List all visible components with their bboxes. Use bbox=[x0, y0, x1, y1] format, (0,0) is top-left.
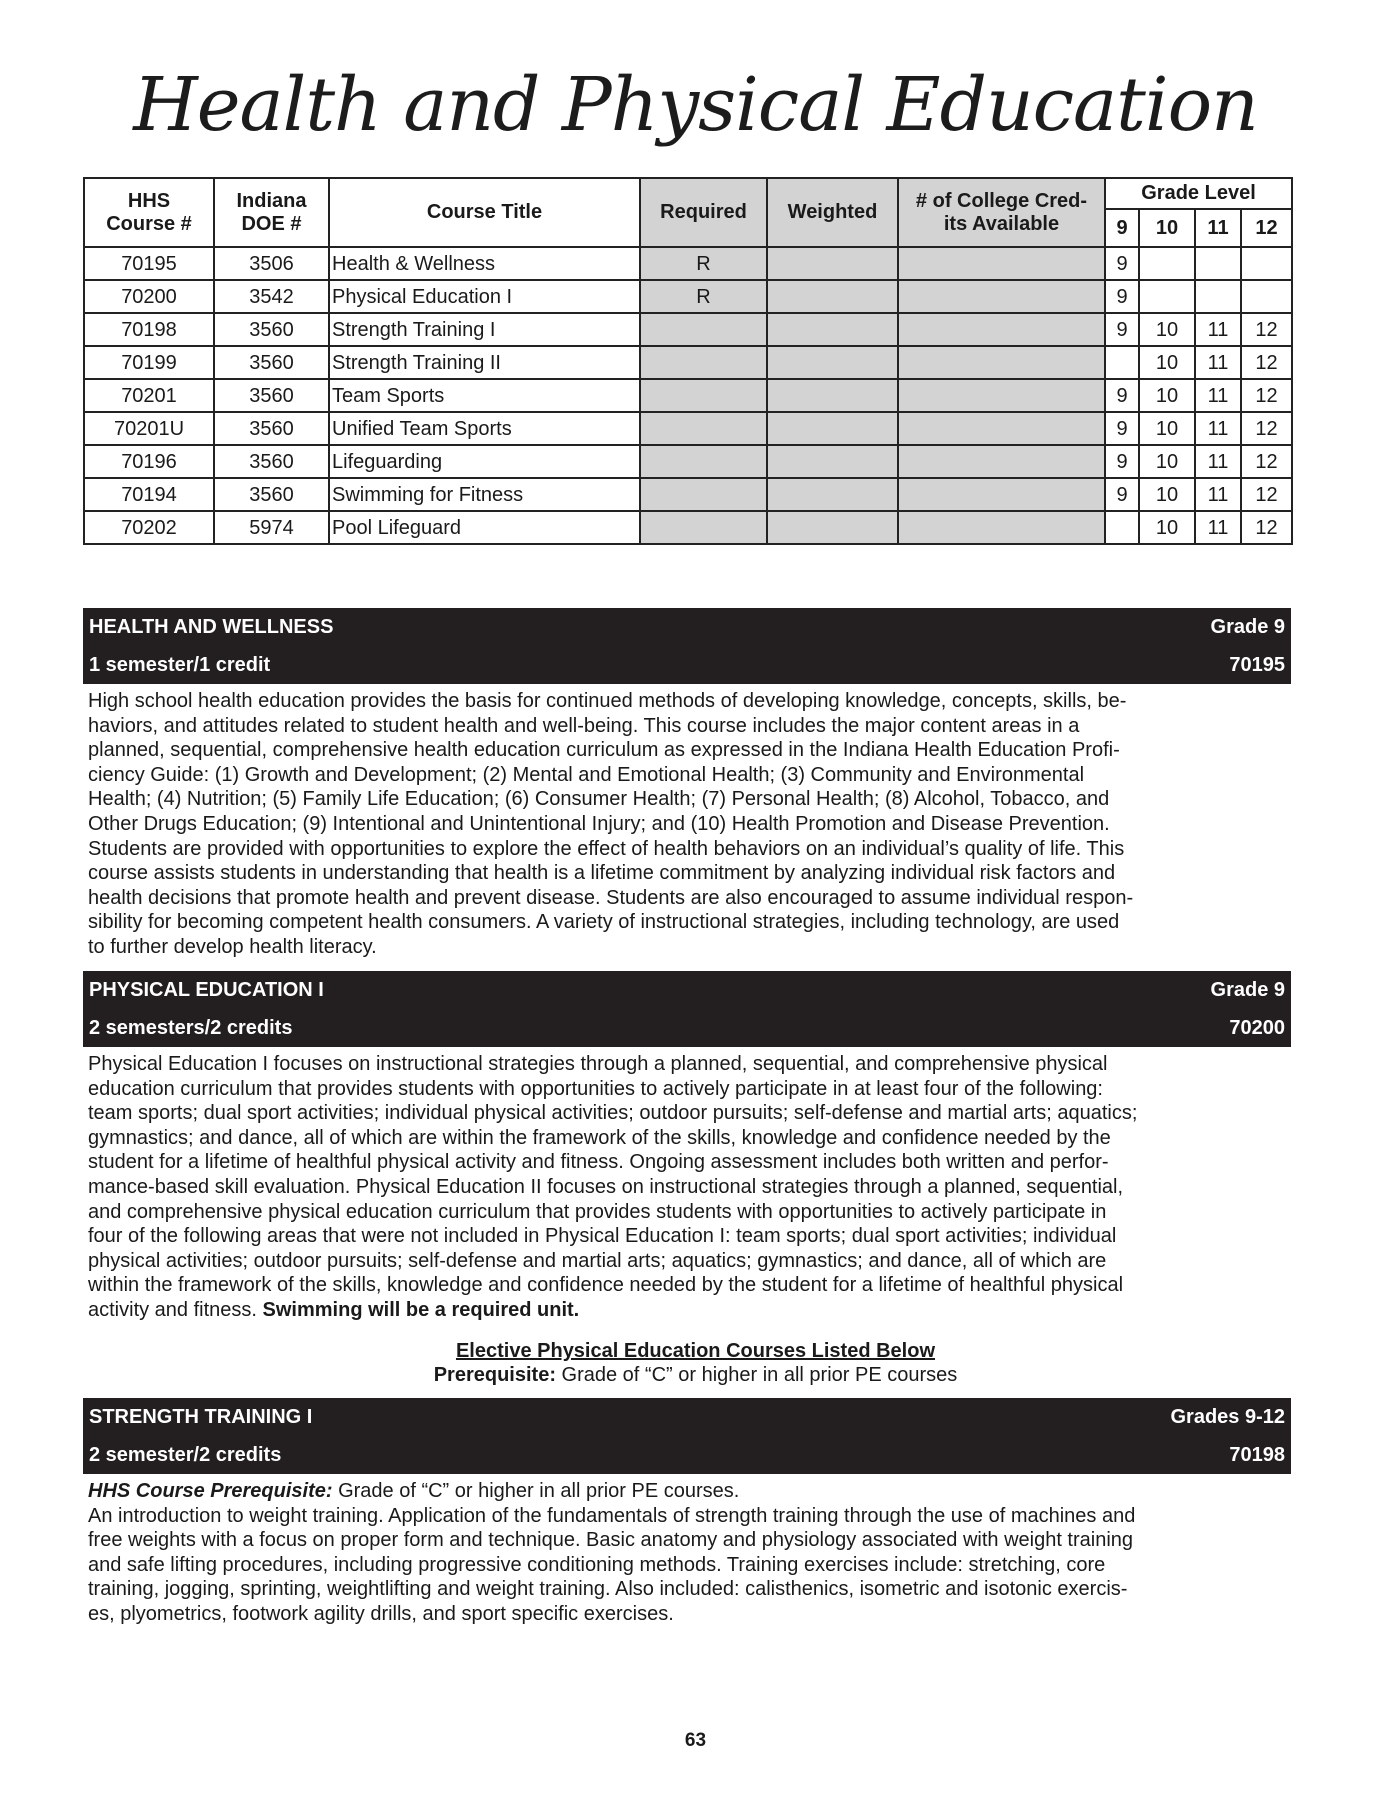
swimming-required-note: Swimming will be a required unit. bbox=[262, 1298, 580, 1321]
description-line: education curriculum that provides students with opportunities to actively participate in at least four of the following: bbox=[88, 1077, 1103, 1100]
college-credits-cell bbox=[898, 412, 1105, 445]
weighted-cell bbox=[767, 412, 898, 445]
course-code: 70195 bbox=[1229, 653, 1285, 676]
course-table bbox=[83, 177, 1293, 545]
description-line: Other Drugs Education; (9) Intentional and Unintentional Injury; and (10) Health Promotion and Disease Prevention. bbox=[88, 812, 1110, 835]
header-course-title: Course Title bbox=[329, 178, 640, 247]
description-line: An introduction to weight training. Application of the fundamentals of strength training through the use of machines and bbox=[88, 1504, 1136, 1527]
header-grade-9: 9 bbox=[1105, 209, 1139, 247]
header-grade-11: 11 bbox=[1195, 209, 1241, 247]
weighted-cell bbox=[767, 379, 898, 412]
grade-cell: 12 bbox=[1241, 346, 1292, 379]
description-line: and safe lifting procedures, including progressive conditioning methods. Training exercises include: stretching, core bbox=[88, 1553, 1106, 1576]
section-bar-physical-education bbox=[83, 971, 1291, 1009]
grade-cell: 9 bbox=[1105, 379, 1139, 412]
course-title-cell: Unified Team Sports bbox=[329, 412, 640, 445]
grade-cell bbox=[1105, 346, 1139, 379]
header-grade-12: 12 bbox=[1241, 209, 1292, 247]
header-college-credits: # of College Cred- its Available bbox=[898, 178, 1105, 247]
required-cell bbox=[640, 379, 767, 412]
weighted-cell bbox=[767, 511, 898, 544]
hhs-course-cell: 70199 bbox=[84, 346, 214, 379]
college-credits-cell bbox=[898, 346, 1105, 379]
weighted-cell bbox=[767, 478, 898, 511]
section-subbar-physical-education bbox=[83, 1009, 1291, 1047]
header-grade-level: Grade Level bbox=[1105, 178, 1292, 209]
description-line: Physical Education I focuses on instructional strategies through a planned, sequential, and comprehensive physical bbox=[88, 1053, 1108, 1075]
course-grade: Grade 9 bbox=[1210, 615, 1285, 638]
grade-cell: 11 bbox=[1195, 379, 1241, 412]
section-subbar-strength-training bbox=[83, 1436, 1291, 1474]
description-line: and comprehensive physical education curriculum that provides students with opportunities to actively participate in bbox=[88, 1200, 1107, 1223]
doe-number-cell: 3542 bbox=[214, 280, 329, 313]
page-number: 63 bbox=[684, 1730, 707, 1751]
course-title-cell: Lifeguarding bbox=[329, 445, 640, 478]
doe-number-cell: 3560 bbox=[214, 478, 329, 511]
description-line: team sports; dual sport activities; individual physical activities; outdoor pursuits; self-defense and martial arts; aquatics; bbox=[88, 1102, 1138, 1125]
grade-cell: 11 bbox=[1195, 445, 1241, 478]
hhs-course-cell: 70201 bbox=[84, 379, 214, 412]
section-bar-health-wellness bbox=[83, 608, 1291, 646]
required-cell bbox=[640, 511, 767, 544]
college-credits-cell bbox=[898, 247, 1105, 280]
description-line: free weights with a focus on proper form and technique. Basic anatomy and physiology associated with weight training bbox=[88, 1529, 1134, 1552]
grade-cell bbox=[1241, 247, 1292, 280]
course-grade: Grades 9-12 bbox=[1170, 1405, 1285, 1428]
description-line: Health; (4) Nutrition; (5) Family Life Education; (6) Consumer Health; (7) Personal Health; (8) Alcohol, Tobacco, and bbox=[88, 788, 1110, 811]
description-line: High school health education provides the basis for continued methods of developing knowledge, concepts, skills, be- bbox=[88, 690, 1127, 712]
grade-cell: 11 bbox=[1195, 412, 1241, 445]
grade-cell: 10 bbox=[1139, 412, 1195, 445]
course-title-cell: Strength Training II bbox=[329, 346, 640, 379]
grade-cell: 12 bbox=[1241, 478, 1292, 511]
grade-cell: 9 bbox=[1105, 280, 1139, 313]
college-credits-cell bbox=[898, 445, 1105, 478]
header-grade-10: 10 bbox=[1139, 209, 1195, 247]
doe-number-cell: 3560 bbox=[214, 313, 329, 346]
grade-cell bbox=[1195, 247, 1241, 280]
course-name: HEALTH AND WELLNESS bbox=[89, 615, 334, 638]
required-cell bbox=[640, 412, 767, 445]
grade-cell: 9 bbox=[1105, 445, 1139, 478]
table-row bbox=[84, 511, 1292, 544]
college-credits-cell bbox=[898, 313, 1105, 346]
grade-cell: 10 bbox=[1139, 346, 1195, 379]
grade-cell: 12 bbox=[1241, 511, 1292, 544]
hhs-course-cell: 70202 bbox=[84, 511, 214, 544]
grade-cell: 12 bbox=[1241, 412, 1292, 445]
course-title-cell: Swimming for Fitness bbox=[329, 478, 640, 511]
doe-number-cell: 3560 bbox=[214, 346, 329, 379]
course-credits: 2 semesters/2 credits bbox=[89, 1016, 293, 1039]
description-line: activity and fitness. bbox=[88, 1298, 263, 1321]
section-subbar-health-wellness bbox=[83, 646, 1291, 684]
doe-number-cell: 3560 bbox=[214, 445, 329, 478]
course-title-cell: Physical Education I bbox=[329, 280, 640, 313]
grade-cell: 11 bbox=[1195, 346, 1241, 379]
description-line: mance-based skill evaluation. Physical Education II focuses on instructional strategies through a planned, sequential, bbox=[88, 1175, 1124, 1198]
grade-cell: 12 bbox=[1241, 379, 1292, 412]
course-name: STRENGTH TRAINING I bbox=[89, 1405, 313, 1428]
course-name: PHYSICAL EDUCATION I bbox=[89, 978, 324, 1001]
table-row bbox=[84, 346, 1292, 379]
table-row bbox=[84, 379, 1292, 412]
strength-training-prerequisite: HHS Course Prerequisite: Grade of “C” or higher in all prior PE courses. bbox=[88, 1480, 740, 1502]
grade-cell bbox=[1195, 280, 1241, 313]
description-line: to further develop health literacy. bbox=[88, 935, 377, 958]
table-row bbox=[84, 445, 1292, 478]
grade-cell: 10 bbox=[1139, 478, 1195, 511]
description-line: gymnastics; and dance, all of which are within the framework of the skills, knowledge and confidence needed by the bbox=[88, 1126, 1111, 1149]
header-doe: Indiana DOE # bbox=[214, 178, 329, 247]
doe-number-cell: 5974 bbox=[214, 511, 329, 544]
grade-cell bbox=[1139, 247, 1195, 280]
header-hhs-course: HHS Course # bbox=[84, 178, 214, 247]
grade-cell bbox=[1139, 280, 1195, 313]
description-line: physical activities; outdoor pursuits; self-defense and martial arts; aquatics; gymnastics; and dance, all of which are bbox=[88, 1249, 1107, 1272]
table-row bbox=[84, 412, 1292, 445]
grade-cell: 9 bbox=[1105, 313, 1139, 346]
elective-heading: Elective Physical Education Courses Listed Below bbox=[455, 1340, 936, 1362]
table-row bbox=[84, 247, 1292, 280]
course-code: 70198 bbox=[1229, 1443, 1285, 1466]
college-credits-cell bbox=[898, 379, 1105, 412]
grade-cell: 10 bbox=[1139, 445, 1195, 478]
elective-prerequisite: Prerequisite: Grade of “C” or higher in all prior PE courses bbox=[433, 1364, 958, 1386]
course-code: 70200 bbox=[1229, 1016, 1285, 1039]
page-title: Health and Physical Education bbox=[133, 62, 1258, 148]
table-row bbox=[84, 280, 1292, 313]
table-row bbox=[84, 478, 1292, 511]
weighted-cell bbox=[767, 445, 898, 478]
grade-cell: 10 bbox=[1139, 313, 1195, 346]
hhs-course-cell: 70198 bbox=[84, 313, 214, 346]
grade-cell: 9 bbox=[1105, 412, 1139, 445]
section-bar-strength-training bbox=[83, 1398, 1291, 1436]
doe-number-cell: 3560 bbox=[214, 412, 329, 445]
description-line: haviors, and attitudes related to student health and well-being. This course includes the major content areas in a bbox=[88, 714, 1080, 737]
course-title-cell: Health & Wellness bbox=[329, 247, 640, 280]
grade-cell: 10 bbox=[1139, 379, 1195, 412]
doe-number-cell: 3560 bbox=[214, 379, 329, 412]
hhs-course-cell: 70201U bbox=[84, 412, 214, 445]
header-required: Required bbox=[640, 178, 767, 247]
required-cell bbox=[640, 313, 767, 346]
description-line: health decisions that promote health and prevent disease. Students are also encouraged to assume individual respon- bbox=[88, 886, 1134, 909]
grade-cell: 11 bbox=[1195, 313, 1241, 346]
grade-cell: 11 bbox=[1195, 511, 1241, 544]
college-credits-cell bbox=[898, 280, 1105, 313]
college-credits-cell bbox=[898, 511, 1105, 544]
description-line: course assists students in understanding that health is a lifetime commitment by analyzing individual risk factors and bbox=[88, 862, 1116, 885]
course-title-cell: Pool Lifeguard bbox=[329, 511, 640, 544]
required-cell bbox=[640, 346, 767, 379]
required-cell: R bbox=[640, 247, 767, 280]
required-cell bbox=[640, 478, 767, 511]
grade-cell: 12 bbox=[1241, 445, 1292, 478]
grade-cell bbox=[1241, 280, 1292, 313]
weighted-cell bbox=[767, 280, 898, 313]
hhs-course-cell: 70194 bbox=[84, 478, 214, 511]
description-line: ciency Guide: (1) Growth and Development; (2) Mental and Emotional Health; (3) Community and Environmental bbox=[88, 763, 1085, 786]
grade-cell: 11 bbox=[1195, 478, 1241, 511]
course-title-cell: Strength Training I bbox=[329, 313, 640, 346]
grade-cell: 10 bbox=[1139, 511, 1195, 544]
table-row bbox=[84, 313, 1292, 346]
weighted-cell bbox=[767, 313, 898, 346]
course-credits: 2 semester/2 credits bbox=[89, 1443, 282, 1466]
description-line: planned, sequential, comprehensive health education curriculum as expressed in the Indiana Health Education Profi- bbox=[88, 739, 1120, 762]
description-line: training, jogging, sprinting, weightlifting and weight training. Also included: calisthenics, isometric and isotonic exercis- bbox=[88, 1578, 1128, 1601]
grade-cell: 12 bbox=[1241, 313, 1292, 346]
required-cell bbox=[640, 445, 767, 478]
course-title-cell: Team Sports bbox=[329, 379, 640, 412]
required-cell: R bbox=[640, 280, 767, 313]
strength-training-description bbox=[88, 1479, 1135, 1627]
description-line: student for a lifetime of healthful physical activity and fitness. Ongoing assessment includes both written and perfor- bbox=[88, 1151, 1109, 1174]
health-wellness-description bbox=[88, 689, 1133, 960]
weighted-cell bbox=[767, 247, 898, 280]
grade-cell: 9 bbox=[1105, 247, 1139, 280]
grade-cell: 9 bbox=[1105, 478, 1139, 511]
course-grade: Grade 9 bbox=[1210, 978, 1285, 1001]
grade-cell bbox=[1105, 511, 1139, 544]
hhs-course-cell: 70195 bbox=[84, 247, 214, 280]
weighted-cell bbox=[767, 346, 898, 379]
header-weighted: Weighted bbox=[767, 178, 898, 247]
description-line: Students are provided with opportunities to explore the effect of health behaviors on an individual’s quality of life. This bbox=[88, 837, 1125, 860]
description-line: es, plyometrics, footwork agility drills, and sport specific exercises. bbox=[88, 1602, 674, 1625]
hhs-course-cell: 70196 bbox=[84, 445, 214, 478]
hhs-course-cell: 70200 bbox=[84, 280, 214, 313]
description-line: within the framework of the skills, knowledge and confidence needed by the student for a lifetime of healthful physical bbox=[88, 1274, 1124, 1297]
physical-education-description bbox=[88, 1052, 1137, 1323]
doe-number-cell: 3506 bbox=[214, 247, 329, 280]
college-credits-cell bbox=[898, 478, 1105, 511]
description-line: sibility for becoming competent health consumers. A variety of instructional strategies, including technology, are used bbox=[88, 911, 1120, 934]
description-line: four of the following areas that were not included in Physical Education I: team sports; dual sport activities; individual bbox=[88, 1225, 1117, 1248]
course-credits: 1 semester/1 credit bbox=[89, 653, 271, 676]
